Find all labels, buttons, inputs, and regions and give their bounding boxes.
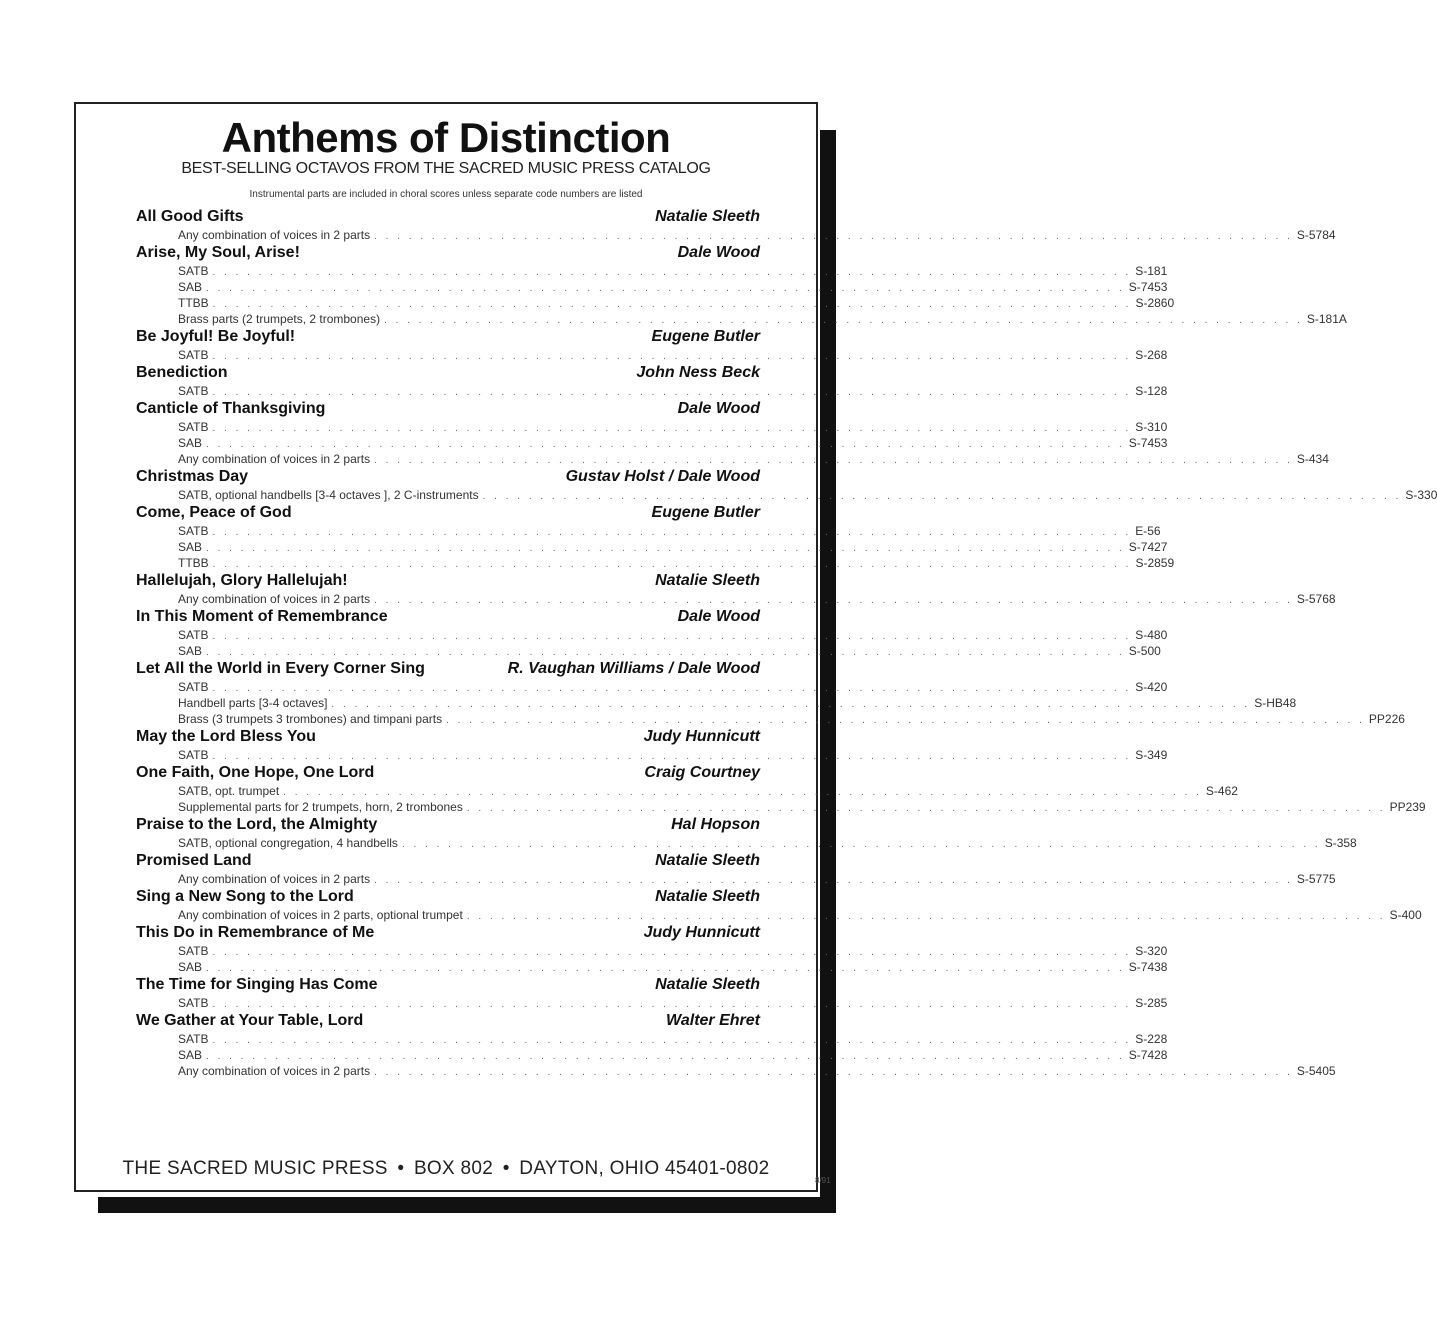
edition-description: Supplemental parts for 2 trumpets, horn, 2 trombones bbox=[178, 800, 463, 814]
anthem-heading bbox=[136, 975, 760, 995]
edition-row bbox=[136, 295, 1175, 311]
anthem-heading bbox=[136, 467, 760, 487]
publisher-footer bbox=[76, 1158, 816, 1180]
anthem-composer: Natalie Sleeth bbox=[655, 888, 760, 905]
dot-leader: . . . . . . . . . . . . . . . . . . . . . . . . . . . . . . . . . . . . . . . . . . . . . . . . . . . . . . . . . . . . . . . . . . . . . . . . . . . . . . . . bbox=[374, 595, 1293, 606]
edition-row bbox=[136, 487, 1437, 503]
anthem-heading bbox=[136, 503, 760, 523]
anthem-entry bbox=[136, 207, 1336, 243]
catalog-code: E-56 bbox=[1135, 524, 1161, 538]
edition-row bbox=[136, 627, 1168, 643]
anthem-entry bbox=[136, 503, 1175, 571]
anthem-entry bbox=[136, 327, 1168, 363]
edition-row bbox=[136, 435, 1168, 451]
edition-description: Handbell parts [3-4 octaves] bbox=[178, 696, 328, 710]
dot-leader: . . . . . . . . . . . . . . . . . . . . . . . . . . . . . . . . . . . . . . . . . . . . . . . . . . . . . . . . . . . . . . . . . . . . . . . . . . . . . . . . bbox=[212, 299, 1132, 310]
anthem-list bbox=[136, 207, 1437, 1079]
catalog-code: S-7427 bbox=[1128, 540, 1168, 554]
edition-row bbox=[136, 643, 1161, 659]
anthem-composer: Natalie Sleeth bbox=[655, 976, 760, 993]
edition-description: SATB bbox=[178, 524, 209, 538]
dot-leader: . . . . . . . . . . . . . . . . . . . . . . . . . . . . . . . . . . . . . . . . . . . . . . . . . . . . . . . . . . . . . . . . . . . . . . . . . . . . . . . . bbox=[374, 455, 1293, 466]
dot-leader: . . . . . . . . . . . . . . . . . . . . . . . . . . . . . . . . . . . . . . . . . . . . . . . . . . . . . . . . . . . . . . . . . . . . . . . . . . . . . . . . bbox=[212, 423, 1132, 434]
edition-row bbox=[136, 451, 1329, 467]
anthem-heading bbox=[136, 571, 760, 591]
anthem-entry bbox=[136, 727, 1168, 763]
dot-leader: . . . . . . . . . . . . . . . . . . . . . . . . . . . . . . . . . . . . . . . . . . . . . . . . . . . . . . . . . . . . . . . . . . . . . . . . . . . . . . . . bbox=[206, 1051, 1125, 1062]
edition-description: SATB, opt. trumpet bbox=[178, 784, 280, 798]
edition-row bbox=[136, 799, 1426, 815]
dot-leader: . . . . . . . . . . . . . . . . . . . . . . . . . . . . . . . . . . . . . . . . . . . . . . . . . . . . . . . . . . . . . . . . . . . . . . . . . . . . . . . . bbox=[212, 683, 1132, 694]
edition-row bbox=[136, 311, 1347, 327]
edition-description: SAB bbox=[178, 960, 203, 974]
anthem-composer: Natalie Sleeth bbox=[655, 208, 760, 225]
dot-leader: . . . . . . . . . . . . . . . . . . . . . . . . . . . . . . . . . . . . . . . . . . . . . . . . . . . . . . . . . . . . . . . . . . . . . . . . . . . . . . . . bbox=[283, 787, 1202, 798]
anthem-heading bbox=[136, 851, 760, 871]
anthem-composer: Dale Wood bbox=[677, 244, 760, 261]
anthem-composer: Dale Wood bbox=[677, 608, 760, 625]
anthem-composer: Judy Hunnicutt bbox=[643, 728, 760, 745]
edition-description: SATB bbox=[178, 1032, 209, 1046]
dot-leader: . . . . . . . . . . . . . . . . . . . . . . . . . . . . . . . . . . . . . . . . . . . . . . . . . . . . . . . . . . . . . . . . . . . . . . . . . . . . . . . . bbox=[212, 947, 1132, 958]
edition-description: SATB bbox=[178, 996, 209, 1010]
edition-row bbox=[136, 279, 1168, 295]
edition-description: SATB bbox=[178, 748, 209, 762]
dot-leader: . . . . . . . . . . . . . . . . . . . . . . . . . . . . . . . . . . . . . . . . . . . . . . . . . . . . . . . . . . . . . . . . . . . . . . . . . . . . . . . . bbox=[384, 315, 1303, 326]
publisher-name: THE SACRED MUSIC PRESS bbox=[122, 1158, 388, 1179]
anthem-entry bbox=[136, 659, 1405, 727]
dot-leader: . . . . . . . . . . . . . . . . . . . . . . . . . . . . . . . . . . . . . . . . . . . . . . . . . . . . . . . . . . . . . . . . . . . . . . . . . . . . . . . . bbox=[206, 283, 1125, 294]
anthem-composer: Judy Hunnicutt bbox=[643, 924, 760, 941]
catalog-code: PP239 bbox=[1389, 800, 1426, 814]
anthem-entry bbox=[136, 467, 1437, 503]
catalog-code: S-2860 bbox=[1135, 296, 1175, 310]
anthem-title: One Faith, One Hope, One Lord bbox=[136, 764, 375, 781]
anthem-composer: Walter Ehret bbox=[666, 1012, 760, 1029]
edition-description: SATB bbox=[178, 264, 209, 278]
anthem-heading bbox=[136, 923, 760, 943]
anthem-heading bbox=[136, 207, 760, 227]
anthem-title: The Time for Singing Has Come bbox=[136, 976, 378, 993]
catalog-code: S-310 bbox=[1135, 420, 1168, 434]
anthem-heading bbox=[136, 399, 760, 419]
edition-row bbox=[136, 523, 1161, 539]
publisher-box: BOX 802 bbox=[413, 1158, 494, 1179]
dot-leader: . . . . . . . . . . . . . . . . . . . . . . . . . . . . . . . . . . . . . . . . . . . . . . . . . . . . . . . . . . . . . . . . . . . . . . . . . . . . . . . . bbox=[206, 543, 1125, 554]
catalog-code: S-7453 bbox=[1128, 436, 1168, 450]
anthem-title: Let All the World in Every Corner Sing bbox=[136, 660, 425, 677]
anthem-entry bbox=[136, 923, 1168, 975]
edition-description: SATB bbox=[178, 384, 209, 398]
dot-leader: . . . . . . . . . . . . . . . . . . . . . . . . . . . . . . . . . . . . . . . . . . . . . . . . . . . . . . . . . . . . . . . . . . . . . . . . . . . . . . . . bbox=[212, 631, 1132, 642]
publisher-city: DAYTON, OHIO 45401-0802 bbox=[519, 1158, 770, 1179]
edition-description: SATB bbox=[178, 348, 209, 362]
anthem-title: All Good Gifts bbox=[136, 208, 244, 225]
edition-row bbox=[136, 695, 1297, 711]
catalog-code: S-268 bbox=[1135, 348, 1168, 362]
page-subtitle: BEST-SELLING OCTAVOS FROM THE SACRED MUSIC PRESS CATALOG bbox=[181, 160, 711, 177]
edition-description: TTBB bbox=[178, 556, 209, 570]
edition-row bbox=[136, 591, 1336, 607]
anthem-entry bbox=[136, 607, 1168, 659]
anthem-composer: Craig Courtney bbox=[644, 764, 760, 781]
edition-description: Any combination of voices in 2 parts bbox=[178, 228, 371, 242]
catalog-code: S-5405 bbox=[1296, 1064, 1336, 1078]
anthem-heading bbox=[136, 243, 760, 263]
catalog-code: S-330 bbox=[1405, 488, 1437, 502]
anthem-entry bbox=[136, 763, 1426, 815]
edition-description: Any combination of voices in 2 parts bbox=[178, 1064, 371, 1078]
edition-description: SAB bbox=[178, 644, 203, 658]
dot-leader: . . . . . . . . . . . . . . . . . . . . . . . . . . . . . . . . . . . . . . . . . . . . . . . . . . . . . . . . . . . . . . . . . . . . . . . . . . . . . . . . bbox=[212, 351, 1132, 362]
edition-description: Any combination of voices in 2 parts bbox=[178, 592, 371, 606]
edition-row bbox=[136, 1063, 1336, 1079]
catalog-code: S-480 bbox=[1135, 628, 1168, 642]
anthem-composer: Eugene Butler bbox=[651, 504, 760, 521]
edition-row bbox=[136, 679, 1168, 695]
anthem-composer: Dale Wood bbox=[677, 400, 760, 417]
edition-row bbox=[136, 835, 1357, 851]
catalog-code: S-462 bbox=[1205, 784, 1238, 798]
dot-leader: . . . . . . . . . . . . . . . . . . . . . . . . . . . . . . . . . . . . . . . . . . . . . . . . . . . . . . . . . . . . . . . . . . . . . . . . . . . . . . . . bbox=[212, 999, 1132, 1010]
anthem-composer: R. Vaughan Williams / Dale Wood bbox=[507, 660, 760, 677]
edition-row bbox=[136, 263, 1168, 279]
anthem-title: We Gather at Your Table, Lord bbox=[136, 1012, 364, 1029]
edition-description: SATB bbox=[178, 680, 209, 694]
date-code: 8/91 bbox=[815, 1176, 831, 1185]
edition-row bbox=[136, 1031, 1168, 1047]
edition-description: SATB bbox=[178, 628, 209, 642]
anthem-heading bbox=[136, 659, 760, 679]
anthem-title: Be Joyful! Be Joyful! bbox=[136, 328, 296, 345]
anthem-heading bbox=[136, 727, 760, 747]
anthem-heading bbox=[136, 887, 760, 907]
instrumental-note: Instrumental parts are included in choral scores unless separate code numbers are listed bbox=[249, 189, 643, 200]
anthem-composer: Natalie Sleeth bbox=[655, 572, 760, 589]
anthem-title: Benediction bbox=[136, 364, 228, 381]
edition-description: Any combination of voices in 2 parts bbox=[178, 452, 371, 466]
edition-description: Any combination of voices in 2 parts bbox=[178, 872, 371, 886]
edition-row bbox=[136, 539, 1168, 555]
dot-leader: . . . . . . . . . . . . . . . . . . . . . . . . . . . . . . . . . . . . . . . . . . . . . . . . . . . . . . . . . . . . . . . . . . . . . . . . . . . . . . . . bbox=[331, 699, 1251, 710]
anthem-composer: John Ness Beck bbox=[636, 364, 760, 381]
bullet-separator: • bbox=[397, 1158, 405, 1179]
anthem-title: Promised Land bbox=[136, 852, 252, 869]
catalog-code: S-285 bbox=[1135, 996, 1168, 1010]
edition-description: SAB bbox=[178, 540, 203, 554]
card-shadow-bottom bbox=[98, 1197, 836, 1213]
anthem-composer: Eugene Butler bbox=[651, 328, 760, 345]
dot-leader: . . . . . . . . . . . . . . . . . . . . . . . . . . . . . . . . . . . . . . . . . . . . . . . . . . . . . . . . . . . . . . . . . . . . . . . . . . . . . . . . bbox=[212, 1035, 1132, 1046]
catalog-code: S-5775 bbox=[1296, 872, 1336, 886]
edition-row bbox=[136, 995, 1168, 1011]
anthem-title: Praise to the Lord, the Almighty bbox=[136, 816, 378, 833]
anthem-heading bbox=[136, 1011, 760, 1031]
edition-row bbox=[136, 383, 1168, 399]
edition-description: SATB, optional congregation, 4 handbells bbox=[178, 836, 398, 850]
dot-leader: . . . . . . . . . . . . . . . . . . . . . . . . . . . . . . . . . . . . . . . . . . . . . . . . . . . . . . . . . . . . . . . . . . . . . . . . . . . . . . . . bbox=[212, 751, 1132, 762]
edition-description: SAB bbox=[178, 436, 203, 450]
edition-row bbox=[136, 783, 1238, 799]
catalog-code: S-181 bbox=[1135, 264, 1168, 278]
anthem-title: Christmas Day bbox=[136, 468, 249, 485]
catalog-code: S-420 bbox=[1135, 680, 1168, 694]
page-title: Anthems of Distinction bbox=[221, 114, 671, 161]
edition-description: SAB bbox=[178, 280, 203, 294]
catalog-code: S-7453 bbox=[1128, 280, 1168, 294]
dot-leader: . . . . . . . . . . . . . . . . . . . . . . . . . . . . . . . . . . . . . . . . . . . . . . . . . . . . . . . . . . . . . . . . . . . . . . . . . . . . . . . . bbox=[482, 491, 1402, 502]
anthem-heading bbox=[136, 327, 760, 347]
edition-row bbox=[136, 871, 1336, 887]
dot-leader: . . . . . . . . . . . . . . . . . . . . . . . . . . . . . . . . . . . . . . . . . . . . . . . . . . . . . . . . . . . . . . . . . . . . . . . . . . . . . . . . bbox=[401, 839, 1321, 850]
anthem-entry bbox=[136, 887, 1422, 923]
edition-description: Any combination of voices in 2 parts, optional trumpet bbox=[178, 908, 463, 922]
anthem-title: May the Lord Bless You bbox=[136, 728, 316, 745]
anthem-entry bbox=[136, 975, 1168, 1011]
edition-row bbox=[136, 1047, 1168, 1063]
edition-row bbox=[136, 959, 1168, 975]
catalog-code: S-320 bbox=[1135, 944, 1168, 958]
anthem-title: Canticle of Thanksgiving bbox=[136, 400, 326, 417]
catalog-code: S-434 bbox=[1296, 452, 1329, 466]
anthem-entry bbox=[136, 399, 1329, 467]
dot-leader: . . . . . . . . . . . . . . . . . . . . . . . . . . . . . . . . . . . . . . . . . . . . . . . . . . . . . . . . . . . . . . . . . . . . . . . . . . . . . . . . bbox=[206, 439, 1125, 450]
anthem-composer: Gustav Holst / Dale Wood bbox=[565, 468, 760, 485]
catalog-code: S-7438 bbox=[1128, 960, 1168, 974]
anthem-entry bbox=[136, 851, 1336, 887]
anthem-entry bbox=[136, 571, 1336, 607]
edition-description: SATB, optional handbells [3-4 octaves ], 2 C-instruments bbox=[178, 488, 479, 502]
edition-description: Brass (3 trumpets 3 trombones) and timpani parts bbox=[178, 712, 443, 726]
catalog-code: S-5768 bbox=[1296, 592, 1336, 606]
anthem-entry bbox=[136, 243, 1347, 327]
catalog-code: S-7428 bbox=[1128, 1048, 1168, 1062]
anthem-composer: Natalie Sleeth bbox=[655, 852, 760, 869]
dot-leader: . . . . . . . . . . . . . . . . . . . . . . . . . . . . . . . . . . . . . . . . . . . . . . . . . . . . . . . . . . . . . . . . . . . . . . . . . . . . . . . . bbox=[446, 715, 1365, 726]
anthem-entry bbox=[136, 363, 1168, 399]
anthem-heading bbox=[136, 363, 760, 383]
anthem-title: Come, Peace of God bbox=[136, 504, 292, 521]
edition-description: SATB bbox=[178, 944, 209, 958]
dot-leader: . . . . . . . . . . . . . . . . . . . . . . . . . . . . . . . . . . . . . . . . . . . . . . . . . . . . . . . . . . . . . . . . . . . . . . . . . . . . . . . . bbox=[466, 911, 1386, 922]
anthem-title: Hallelujah, Glory Hallelujah! bbox=[136, 572, 348, 589]
catalog-code: PP226 bbox=[1368, 712, 1405, 726]
catalog-code: S-500 bbox=[1128, 644, 1161, 658]
dot-leader: . . . . . . . . . . . . . . . . . . . . . . . . . . . . . . . . . . . . . . . . . . . . . . . . . . . . . . . . . . . . . . . . . . . . . . . . . . . . . . . . bbox=[374, 1067, 1293, 1078]
edition-description: SATB bbox=[178, 420, 209, 434]
anthem-heading bbox=[136, 763, 760, 783]
edition-row bbox=[136, 943, 1168, 959]
edition-description: SAB bbox=[178, 1048, 203, 1062]
dot-leader: . . . . . . . . . . . . . . . . . . . . . . . . . . . . . . . . . . . . . . . . . . . . . . . . . . . . . . . . . . . . . . . . . . . . . . . . . . . . . . . . bbox=[212, 387, 1132, 398]
catalog-code: S-400 bbox=[1389, 908, 1422, 922]
dot-leader: . . . . . . . . . . . . . . . . . . . . . . . . . . . . . . . . . . . . . . . . . . . . . . . . . . . . . . . . . . . . . . . . . . . . . . . . . . . . . . . . bbox=[206, 647, 1125, 658]
edition-row bbox=[136, 555, 1175, 571]
anthem-title: Arise, My Soul, Arise! bbox=[136, 244, 300, 261]
edition-description: Brass parts (2 trumpets, 2 trombones) bbox=[178, 312, 381, 326]
catalog-code: S-181A bbox=[1306, 312, 1347, 326]
anthem-heading bbox=[136, 607, 760, 627]
edition-row bbox=[136, 347, 1168, 363]
dot-leader: . . . . . . . . . . . . . . . . . . . . . . . . . . . . . . . . . . . . . . . . . . . . . . . . . . . . . . . . . . . . . . . . . . . . . . . . . . . . . . . . bbox=[206, 963, 1125, 974]
edition-row bbox=[136, 907, 1422, 923]
catalog-code: S-349 bbox=[1135, 748, 1168, 762]
catalog-code: S-HB48 bbox=[1254, 696, 1297, 710]
anthem-heading bbox=[136, 815, 760, 835]
anthem-composer: Hal Hopson bbox=[671, 816, 760, 833]
edition-description: TTBB bbox=[178, 296, 209, 310]
catalog-code: S-228 bbox=[1135, 1032, 1168, 1046]
dot-leader: . . . . . . . . . . . . . . . . . . . . . . . . . . . . . . . . . . . . . . . . . . . . . . . . . . . . . . . . . . . . . . . . . . . . . . . . . . . . . . . . bbox=[374, 875, 1293, 886]
bullet-separator: • bbox=[502, 1158, 510, 1179]
anthem-title: Sing a New Song to the Lord bbox=[136, 888, 354, 905]
anthem-title: This Do in Remembrance of Me bbox=[136, 924, 375, 941]
dot-leader: . . . . . . . . . . . . . . . . . . . . . . . . . . . . . . . . . . . . . . . . . . . . . . . . . . . . . . . . . . . . . . . . . . . . . . . . . . . . . . . . bbox=[374, 231, 1293, 242]
catalog-code: S-5784 bbox=[1296, 228, 1336, 242]
edition-row bbox=[136, 419, 1168, 435]
edition-row bbox=[136, 747, 1168, 763]
edition-row bbox=[136, 227, 1336, 243]
anthem-entry bbox=[136, 815, 1357, 851]
dot-leader: . . . . . . . . . . . . . . . . . . . . . . . . . . . . . . . . . . . . . . . . . . . . . . . . . . . . . . . . . . . . . . . . . . . . . . . . . . . . . . . . bbox=[212, 267, 1132, 278]
dot-leader: . . . . . . . . . . . . . . . . . . . . . . . . . . . . . . . . . . . . . . . . . . . . . . . . . . . . . . . . . . . . . . . . . . . . . . . . . . . . . . . . bbox=[466, 803, 1386, 814]
catalog-code: S-128 bbox=[1135, 384, 1168, 398]
anthem-title: In This Moment of Remembrance bbox=[136, 608, 388, 625]
catalog-code: S-358 bbox=[1324, 836, 1357, 850]
dot-leader: . . . . . . . . . . . . . . . . . . . . . . . . . . . . . . . . . . . . . . . . . . . . . . . . . . . . . . . . . . . . . . . . . . . . . . . . . . . . . . . . bbox=[212, 527, 1132, 538]
dot-leader: . . . . . . . . . . . . . . . . . . . . . . . . . . . . . . . . . . . . . . . . . . . . . . . . . . . . . . . . . . . . . . . . . . . . . . . . . . . . . . . . bbox=[212, 559, 1132, 570]
catalog-code: S-2859 bbox=[1135, 556, 1175, 570]
edition-row bbox=[136, 711, 1405, 727]
anthem-entry bbox=[136, 1011, 1336, 1079]
